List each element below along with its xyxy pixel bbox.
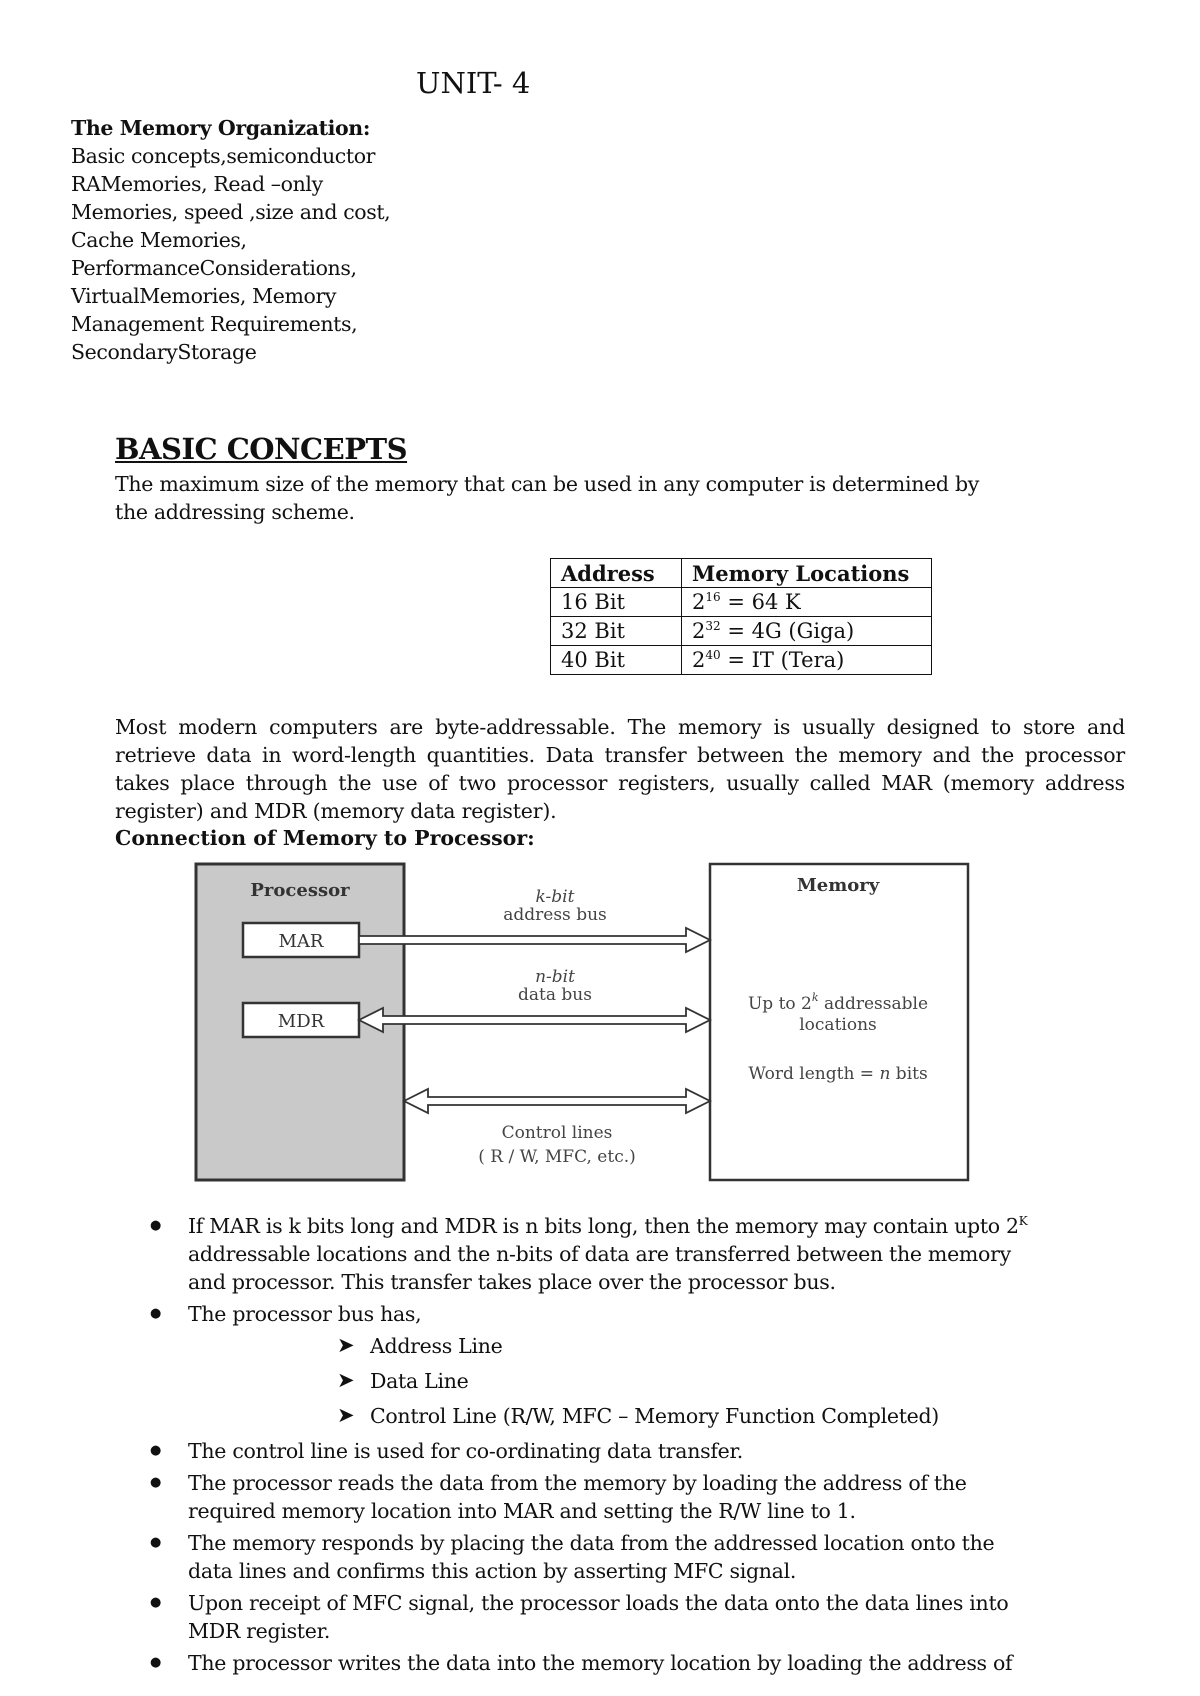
list-item: ● The processor bus has, xyxy=(140,1300,1040,1328)
toc-line: Basic concepts,semiconductor xyxy=(71,144,376,168)
sub-list-item: ➤ Address Line xyxy=(337,1333,503,1358)
sub-list-item: ➤ Data Line xyxy=(337,1368,469,1393)
list-item: ● The control line is used for co-ordinating data transfer. xyxy=(140,1437,1040,1465)
unit-title: UNIT- 4 xyxy=(416,66,531,100)
arrow-bullet-icon: ➤ xyxy=(337,1368,355,1392)
toc-line: PerformanceConsiderations, xyxy=(71,256,357,280)
address-bus-arrow xyxy=(359,928,710,952)
header-memory-locations: Memory Locations xyxy=(682,559,932,588)
toc-line: SecondaryStorage xyxy=(71,340,257,364)
connection-heading: Connection of Memory to Processor: xyxy=(115,826,535,850)
toc-heading: The Memory Organization: xyxy=(71,116,370,140)
toc-line: VirtualMemories, Memory xyxy=(71,284,337,308)
processor-memory-diagram xyxy=(190,860,980,1190)
table-row xyxy=(551,588,932,617)
list-item: ● If MAR is k bits long and MDR is n bits long, then the memory may contain upto $2^K$ addressable locations and the n-bits of data are transferred between the memory and processor. This transfer takes place over the processor bus. xyxy=(140,1212,1040,1296)
list-item: ● The processor reads the data from the memory by loading the address of the required memory location into MAR and setting the R/W line to 1. xyxy=(140,1469,1040,1525)
cell-memory-locations: $2^{32} = 4G$ (Giga) xyxy=(682,617,932,646)
address-bus-label-1: k-bit xyxy=(535,887,575,907)
data-bus-label-2: data bus xyxy=(518,985,592,1005)
control-lines-label-1: Control lines xyxy=(501,1123,613,1143)
cell-memory-locations: $2^{40}$ = IT (Tera) xyxy=(682,646,932,675)
list-item: ● The processor writes the data into the memory location by loading the address of xyxy=(140,1649,1040,1677)
toc-line: Cache Memories, xyxy=(71,228,247,252)
list-item: ● Upon receipt of MFC signal, the processor loads the data onto the data lines into MDR register. xyxy=(140,1589,1040,1645)
bullet-list xyxy=(140,1212,1040,1681)
header-address: Address xyxy=(551,559,682,588)
data-bus-label-1: n-bit xyxy=(535,967,575,987)
table-of-contents xyxy=(71,114,411,366)
address-bus-label-2: address bus xyxy=(503,905,607,925)
word-length-text: Word length = n bits xyxy=(748,1064,928,1084)
sub-list-item: ➤ Control Line (R/W, MFC – Memory Function Completed) xyxy=(337,1403,939,1428)
table-header-row xyxy=(551,559,932,588)
address-table xyxy=(550,558,932,675)
toc-line: Memories, speed ,size and cost, xyxy=(71,200,391,224)
list-item: ● The memory responds by placing the data from the addressed location onto the data lines and confirms this action by asserting MFC signal. xyxy=(140,1529,1040,1585)
cell-address: 16 Bit xyxy=(551,588,682,617)
cell-memory-locations: $2^{16} = 64$ K xyxy=(682,588,932,617)
byte-addressable-paragraph: Most modern computers are byte-addressable. The memory is usually designed to store and retrieve data in word-length quantities. Data transfer between the memory and the processor takes place through the use of two processor registers, usually called MAR (memory address register) and MDR (memory data register). xyxy=(115,715,1125,823)
memory-capacity-text: Up to 2$^k$ addressable xyxy=(747,991,929,1014)
table-row xyxy=(551,617,932,646)
cell-address: 40 Bit xyxy=(551,646,682,675)
toc-line: Management Requirements, xyxy=(71,312,358,336)
toc-line: RAMemories, Read –only xyxy=(71,172,323,196)
arrow-bullet-icon: ➤ xyxy=(337,1403,355,1427)
mdr-label: MDR xyxy=(277,1011,325,1032)
memory-locations-text: locations xyxy=(799,1015,877,1035)
processor-label: Processor xyxy=(250,880,350,901)
cell-address: 32 Bit xyxy=(551,617,682,646)
basic-concepts-intro: The maximum size of the memory that can be used in any computer is determined by the addressing scheme. xyxy=(115,472,980,524)
arrow-bullet-icon: ➤ xyxy=(337,1333,355,1357)
data-bus-arrow xyxy=(359,1008,710,1032)
control-lines-label-2: ( R / W, MFC, etc.) xyxy=(478,1147,636,1167)
section-title-basic-concepts: BASIC CONCEPTS xyxy=(115,432,408,466)
control-lines-arrow xyxy=(404,1089,710,1113)
memory-label: Memory xyxy=(796,875,880,896)
mar-label: MAR xyxy=(278,931,324,952)
table-row xyxy=(551,646,932,675)
